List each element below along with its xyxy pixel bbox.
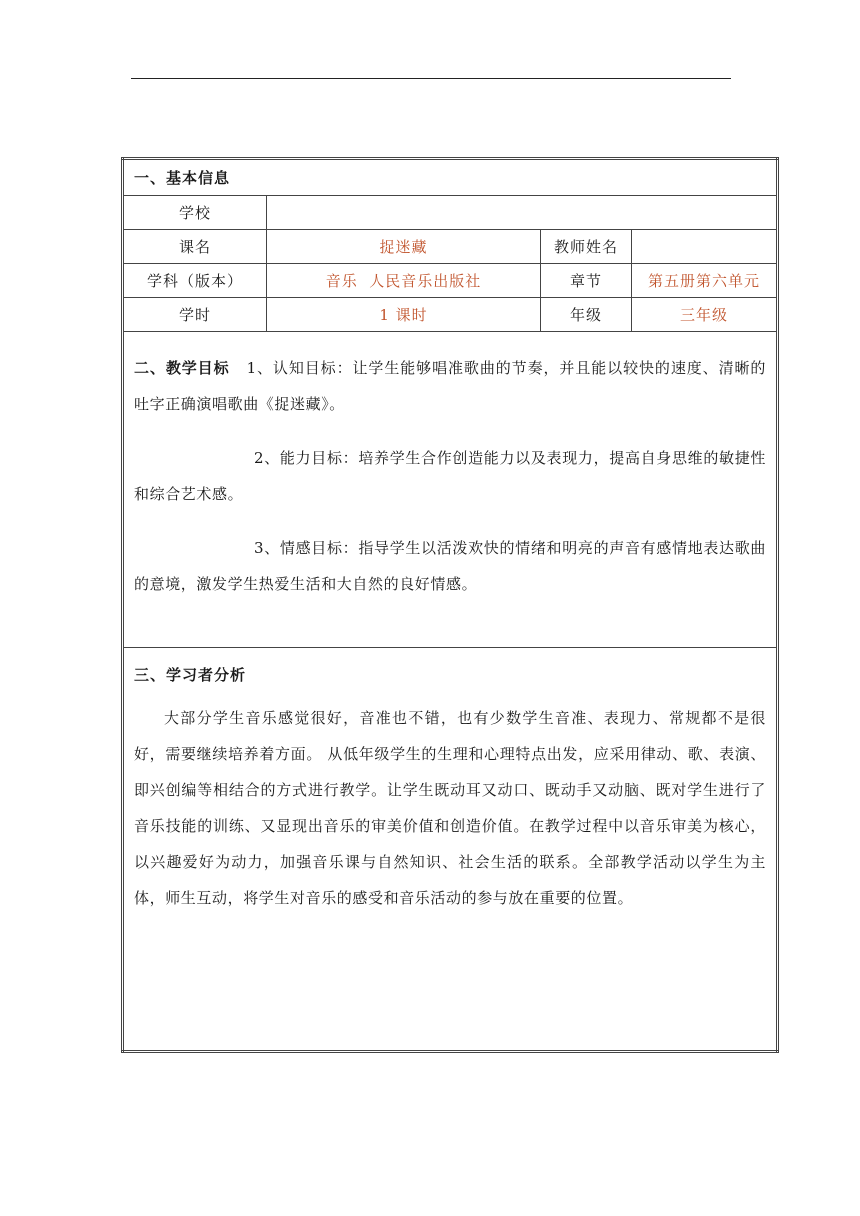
subject-value: 音乐 人民音乐出版社: [267, 264, 541, 298]
course-value: 捉迷藏: [267, 230, 541, 264]
teaching-goals-title: 二、教学目标: [134, 359, 230, 377]
header-rule: [131, 78, 731, 79]
section-basic-info-title: 一、基本信息: [123, 159, 778, 196]
grade-value: 三年级: [632, 298, 778, 332]
chapter-label: 章节: [541, 264, 632, 298]
subject-label: 学科（版本）: [123, 264, 267, 298]
grade-label: 年级: [541, 298, 632, 332]
goal-1-paragraph: [134, 350, 766, 422]
lesson-plan-table: [121, 157, 779, 1053]
learner-analysis-body: 大部分学生音乐感觉很好，音准也不错，也有少数学生音准、表现力、常规都不是很好，需要继续培养着方面。 从低年级学生的生理和心理特点出发，应采用律动、歌、表演、即兴创编等相结合的方式进行教学。让学生既动耳又动口、既动手又动脑、既对学生进行了音乐技能的训练、又显现出音乐的审美价值和创造价值。在教学过程中以音乐审美为核心，以兴趣爱好为动力，加强音乐课与自然知识、社会生活的联系。全部教学活动以学生为主体，师生互动，将学生对音乐的感受和音乐活动的参与放在重要的位置。: [134, 709, 767, 907]
section-basic-info: [123, 159, 778, 196]
row-school: [123, 196, 778, 230]
learner-analysis-cell: [123, 648, 778, 1052]
teaching-goals-cell: [123, 332, 778, 648]
course-label: 课名: [123, 230, 267, 264]
row-hours: [123, 298, 778, 332]
teacher-value: [632, 230, 778, 264]
chapter-value: 第五册第六单元: [632, 264, 778, 298]
row-subject: [123, 264, 778, 298]
section-learner-analysis: [123, 648, 778, 1052]
learner-analysis-title: 三、学习者分析: [134, 666, 247, 684]
goal-3-paragraph: 3、情感目标：指导学生以活泼欢快的情绪和明亮的声音有感情地表达歌曲的意境，激发学生热爱生活和大自然的良好情感。: [134, 539, 767, 593]
goal-2-paragraph: 2、能力目标：培养学生合作创造能力以及表现力，提高自身思维的敏捷性和综合艺术感。: [134, 449, 767, 503]
section-teaching-goals: [123, 332, 778, 648]
goal-1-text: 1、认知目标：让学生能够唱准歌曲的节奏，并且能以较快的速度、清晰的吐字正确演唱歌曲《捉迷藏》。: [134, 359, 767, 413]
teacher-label: 教师姓名: [541, 230, 632, 264]
hours-label: 学时: [123, 298, 267, 332]
school-label: 学校: [123, 196, 267, 230]
row-course: [123, 230, 778, 264]
school-value: [267, 196, 778, 230]
hours-value: 1 课时: [267, 298, 541, 332]
